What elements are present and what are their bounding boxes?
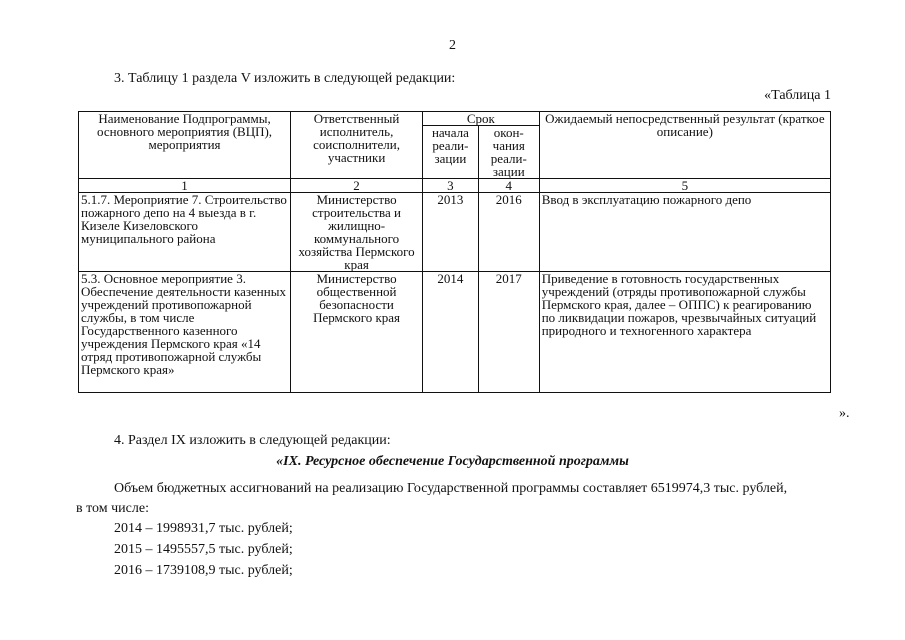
- row-end: 2016: [478, 193, 539, 272]
- page-number: 2: [449, 38, 456, 53]
- section-heading: «IX. Ресурсное обеспечение Государственной программы: [276, 454, 629, 469]
- column-number: 2: [291, 179, 423, 193]
- paragraph-budget-total: Объем бюджетных ассигнований на реализацию Государственной программы составляет 6519974,3 тыс. рублей,: [114, 481, 788, 496]
- row-end: 2017: [478, 272, 539, 393]
- table-header-row: [79, 112, 831, 126]
- column-number-row: [79, 179, 831, 193]
- budget-line: 2016 – 1739108,9 тыс. рублей;: [114, 563, 293, 578]
- row-executor: Министерство общественной безопасности Пермского края: [291, 272, 423, 393]
- row-name: 5.3. Основное мероприятие 3. Обеспечение деятельности казенных учреждений противопожарной службы, в том числе Государственного казенного учреждения Пермского края «14 отряд противопожарной службы Пермского края»: [79, 272, 291, 393]
- row-start: 2014: [423, 272, 479, 393]
- header-term: Срок: [423, 112, 540, 126]
- paragraph-budget-continuation: в том числе:: [76, 501, 149, 516]
- header-term-end: окон-чания реали-зации: [478, 126, 539, 179]
- table-row: [79, 193, 831, 272]
- program-table: [78, 111, 831, 393]
- row-result: Приведение в готовность государственных учреждений (отряды противопожарной службы Пермского края, далее – ОППС) к реагированию по ликвидации пожаров, чрезвычайных ситуаций природного и техногенного характера: [539, 272, 830, 393]
- row-start: 2013: [423, 193, 479, 272]
- budget-line: 2015 – 1495557,5 тыс. рублей;: [114, 542, 293, 557]
- closing-quote: ».: [839, 406, 850, 421]
- header-result: Ожидаемый непосредственный результат (краткое описание): [539, 112, 830, 179]
- column-number: 4: [478, 179, 539, 193]
- table-caption: «Таблица 1: [764, 88, 831, 103]
- budget-line: 2014 – 1998931,7 тыс. рублей;: [114, 521, 293, 536]
- row-name: 5.1.7. Мероприятие 7. Строительство пожарного депо на 4 выезда в г. Кизеле Кизеловского муниципального района: [79, 193, 291, 272]
- row-result: Ввод в эксплуатацию пожарного депо: [539, 193, 830, 272]
- header-term-start: начала реали-зации: [423, 126, 479, 179]
- header-executor: Ответственный исполнитель, соисполнители, участники: [291, 112, 423, 179]
- paragraph-table-instruction: 3. Таблицу 1 раздела V изложить в следующей редакции:: [114, 71, 456, 86]
- row-executor: Министерство строительства и жилищно-коммунального хозяйства Пермского края: [291, 193, 423, 272]
- column-number: 5: [539, 179, 830, 193]
- table-row: [79, 272, 831, 393]
- column-number: 3: [423, 179, 479, 193]
- paragraph-section-instruction: 4. Раздел IX изложить в следующей редакции:: [114, 433, 391, 448]
- header-name: Наименование Подпрограммы, основного мероприятия (ВЦП), мероприятия: [79, 112, 291, 179]
- column-number: 1: [79, 179, 291, 193]
